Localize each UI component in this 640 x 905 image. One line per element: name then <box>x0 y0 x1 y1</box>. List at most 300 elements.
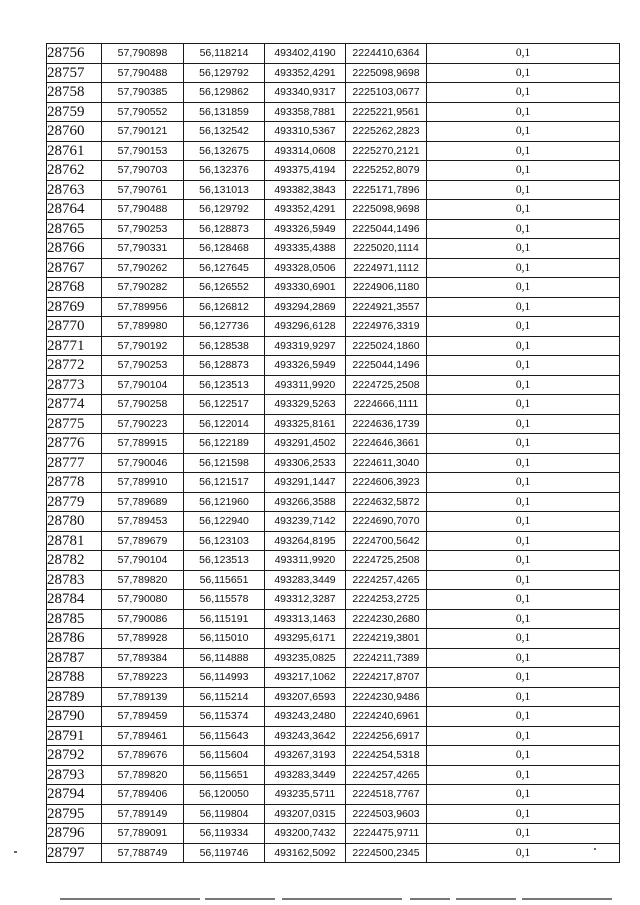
latitude-cell: 57,789956 <box>102 297 184 317</box>
x-coordinate-cell: 493243,2480 <box>265 707 346 727</box>
x-coordinate-cell: 493335,4388 <box>265 239 346 259</box>
point-number-cell: 28787 <box>47 648 102 668</box>
table-row <box>47 161 620 181</box>
x-coordinate-cell: 493217,1062 <box>265 668 346 688</box>
longitude-cell: 56,115191 <box>184 609 265 629</box>
latitude-cell: 57,789091 <box>102 824 184 844</box>
x-coordinate-cell: 493311,9920 <box>265 375 346 395</box>
latitude-cell: 57,790258 <box>102 395 184 415</box>
x-coordinate-cell: 493207,0315 <box>265 804 346 824</box>
y-coordinate-cell: 2225171,7896 <box>346 180 427 200</box>
latitude-cell: 57,789223 <box>102 668 184 688</box>
y-coordinate-cell: 2224219,3801 <box>346 629 427 649</box>
accuracy-cell: 0,1 <box>427 590 620 610</box>
point-number-cell: 28794 <box>47 785 102 805</box>
x-coordinate-cell: 493314,0608 <box>265 141 346 161</box>
x-coordinate-cell: 493330,6901 <box>265 278 346 298</box>
point-number-cell: 28792 <box>47 746 102 766</box>
latitude-cell: 57,789461 <box>102 726 184 746</box>
y-coordinate-cell: 2224606,3923 <box>346 473 427 493</box>
y-coordinate-cell: 2225262,2823 <box>346 122 427 142</box>
accuracy-cell: 0,1 <box>427 395 620 415</box>
point-number-cell: 28782 <box>47 551 102 571</box>
x-coordinate-cell: 493352,4291 <box>265 63 346 83</box>
latitude-cell: 57,789910 <box>102 473 184 493</box>
latitude-cell: 57,789820 <box>102 570 184 590</box>
longitude-cell: 56,114888 <box>184 648 265 668</box>
point-number-cell: 28773 <box>47 375 102 395</box>
latitude-cell: 57,790153 <box>102 141 184 161</box>
table-row <box>47 570 620 590</box>
x-coordinate-cell: 493310,5367 <box>265 122 346 142</box>
latitude-cell: 57,789980 <box>102 317 184 337</box>
y-coordinate-cell: 2224518,7767 <box>346 785 427 805</box>
table-row <box>47 531 620 551</box>
accuracy-cell: 0,1 <box>427 804 620 824</box>
latitude-cell: 57,790223 <box>102 414 184 434</box>
x-coordinate-cell: 493266,3588 <box>265 492 346 512</box>
table-row <box>47 492 620 512</box>
latitude-cell: 57,790898 <box>102 44 184 64</box>
latitude-cell: 57,790086 <box>102 609 184 629</box>
point-number-cell: 28772 <box>47 356 102 376</box>
latitude-cell: 57,790262 <box>102 258 184 278</box>
point-number-cell: 28796 <box>47 824 102 844</box>
table-row <box>47 297 620 317</box>
latitude-cell: 57,789149 <box>102 804 184 824</box>
latitude-cell: 57,790253 <box>102 219 184 239</box>
scan-edge-line <box>60 898 200 900</box>
table-row <box>47 278 620 298</box>
point-number-cell: 28795 <box>47 804 102 824</box>
accuracy-cell: 0,1 <box>427 843 620 863</box>
accuracy-cell: 0,1 <box>427 317 620 337</box>
accuracy-cell: 0,1 <box>427 414 620 434</box>
latitude-cell: 57,790488 <box>102 63 184 83</box>
point-number-cell: 28758 <box>47 83 102 103</box>
accuracy-cell: 0,1 <box>427 668 620 688</box>
point-number-cell: 28786 <box>47 629 102 649</box>
point-number-cell: 28776 <box>47 434 102 454</box>
table-row <box>47 63 620 83</box>
x-coordinate-cell: 493382,3843 <box>265 180 346 200</box>
longitude-cell: 56,121517 <box>184 473 265 493</box>
y-coordinate-cell: 2225024,1860 <box>346 336 427 356</box>
table-row <box>47 824 620 844</box>
y-coordinate-cell: 2224211,7389 <box>346 648 427 668</box>
table-row <box>47 629 620 649</box>
x-coordinate-cell: 493306,2533 <box>265 453 346 473</box>
scan-edge-line <box>456 898 516 900</box>
point-number-cell: 28768 <box>47 278 102 298</box>
longitude-cell: 56,122189 <box>184 434 265 454</box>
x-coordinate-cell: 493243,3642 <box>265 726 346 746</box>
point-number-cell: 28759 <box>47 102 102 122</box>
y-coordinate-cell: 2224257,4265 <box>346 765 427 785</box>
longitude-cell: 56,115651 <box>184 570 265 590</box>
accuracy-cell: 0,1 <box>427 258 620 278</box>
point-number-cell: 28778 <box>47 473 102 493</box>
y-coordinate-cell: 2225098,9698 <box>346 200 427 220</box>
y-coordinate-cell: 2224632,5872 <box>346 492 427 512</box>
longitude-cell: 56,127645 <box>184 258 265 278</box>
table-row <box>47 551 620 571</box>
accuracy-cell: 0,1 <box>427 278 620 298</box>
y-coordinate-cell: 2224611,3040 <box>346 453 427 473</box>
scan-edge-line <box>205 898 275 900</box>
longitude-cell: 56,127736 <box>184 317 265 337</box>
x-coordinate-cell: 493291,1447 <box>265 473 346 493</box>
y-coordinate-cell: 2224971,1112 <box>346 258 427 278</box>
latitude-cell: 57,790331 <box>102 239 184 259</box>
y-coordinate-cell: 2225044,1496 <box>346 356 427 376</box>
y-coordinate-cell: 2224666,1111 <box>346 395 427 415</box>
table-row <box>47 414 620 434</box>
longitude-cell: 56,123103 <box>184 531 265 551</box>
longitude-cell: 56,121960 <box>184 492 265 512</box>
y-coordinate-cell: 2224230,9486 <box>346 687 427 707</box>
accuracy-cell: 0,1 <box>427 336 620 356</box>
point-number-cell: 28760 <box>47 122 102 142</box>
table-row <box>47 648 620 668</box>
table-row <box>47 668 620 688</box>
latitude-cell: 57,790121 <box>102 122 184 142</box>
point-number-cell: 28783 <box>47 570 102 590</box>
x-coordinate-cell: 493328,0506 <box>265 258 346 278</box>
table-row <box>47 785 620 805</box>
accuracy-cell: 0,1 <box>427 512 620 532</box>
x-coordinate-cell: 493207,6593 <box>265 687 346 707</box>
longitude-cell: 56,115604 <box>184 746 265 766</box>
y-coordinate-cell: 2224700,5642 <box>346 531 427 551</box>
point-number-cell: 28779 <box>47 492 102 512</box>
accuracy-cell: 0,1 <box>427 687 620 707</box>
y-coordinate-cell: 2224240,6961 <box>346 707 427 727</box>
table-row <box>47 336 620 356</box>
y-coordinate-cell: 2224906,1180 <box>346 278 427 298</box>
y-coordinate-cell: 2224503,9603 <box>346 804 427 824</box>
longitude-cell: 56,128538 <box>184 336 265 356</box>
latitude-cell: 57,790282 <box>102 278 184 298</box>
latitude-cell: 57,789689 <box>102 492 184 512</box>
longitude-cell: 56,119746 <box>184 843 265 863</box>
accuracy-cell: 0,1 <box>427 141 620 161</box>
latitude-cell: 57,790488 <box>102 200 184 220</box>
latitude-cell: 57,790385 <box>102 83 184 103</box>
longitude-cell: 56,129862 <box>184 83 265 103</box>
latitude-cell: 57,790080 <box>102 590 184 610</box>
table-row <box>47 200 620 220</box>
table-row <box>47 453 620 473</box>
y-coordinate-cell: 2224646,3661 <box>346 434 427 454</box>
longitude-cell: 56,132542 <box>184 122 265 142</box>
longitude-cell: 56,129792 <box>184 63 265 83</box>
accuracy-cell: 0,1 <box>427 375 620 395</box>
longitude-cell: 56,115374 <box>184 707 265 727</box>
latitude-cell: 57,789820 <box>102 765 184 785</box>
y-coordinate-cell: 2224475,9711 <box>346 824 427 844</box>
point-number-cell: 28797 <box>47 843 102 863</box>
accuracy-cell: 0,1 <box>427 609 620 629</box>
longitude-cell: 56,128468 <box>184 239 265 259</box>
y-coordinate-cell: 2225252,8079 <box>346 161 427 181</box>
x-coordinate-cell: 493283,3449 <box>265 570 346 590</box>
y-coordinate-cell: 2224253,2725 <box>346 590 427 610</box>
table-row <box>47 746 620 766</box>
accuracy-cell: 0,1 <box>427 219 620 239</box>
y-coordinate-cell: 2224636,1739 <box>346 414 427 434</box>
accuracy-cell: 0,1 <box>427 648 620 668</box>
accuracy-cell: 0,1 <box>427 44 620 64</box>
table-row <box>47 180 620 200</box>
latitude-cell: 57,788749 <box>102 843 184 863</box>
longitude-cell: 56,128873 <box>184 219 265 239</box>
scan-speck <box>14 851 17 853</box>
point-number-cell: 28770 <box>47 317 102 337</box>
point-number-cell: 28756 <box>47 44 102 64</box>
table-row <box>47 395 620 415</box>
longitude-cell: 56,121598 <box>184 453 265 473</box>
latitude-cell: 57,789406 <box>102 785 184 805</box>
x-coordinate-cell: 493294,2869 <box>265 297 346 317</box>
x-coordinate-cell: 493329,5263 <box>265 395 346 415</box>
x-coordinate-cell: 493326,5949 <box>265 219 346 239</box>
longitude-cell: 56,115651 <box>184 765 265 785</box>
accuracy-cell: 0,1 <box>427 746 620 766</box>
table-row <box>47 707 620 727</box>
table-row <box>47 122 620 142</box>
point-number-cell: 28789 <box>47 687 102 707</box>
point-number-cell: 28767 <box>47 258 102 278</box>
accuracy-cell: 0,1 <box>427 785 620 805</box>
longitude-cell: 56,115643 <box>184 726 265 746</box>
latitude-cell: 57,789679 <box>102 531 184 551</box>
longitude-cell: 56,126552 <box>184 278 265 298</box>
x-coordinate-cell: 493295,6171 <box>265 629 346 649</box>
y-coordinate-cell: 2224257,4265 <box>346 570 427 590</box>
latitude-cell: 57,789915 <box>102 434 184 454</box>
x-coordinate-cell: 493235,5711 <box>265 785 346 805</box>
latitude-cell: 57,790046 <box>102 453 184 473</box>
x-coordinate-cell: 493311,9920 <box>265 551 346 571</box>
y-coordinate-cell: 2225103,0677 <box>346 83 427 103</box>
table-row <box>47 512 620 532</box>
table-row <box>47 609 620 629</box>
longitude-cell: 56,129792 <box>184 200 265 220</box>
table-row <box>47 44 620 64</box>
longitude-cell: 56,128873 <box>184 356 265 376</box>
table-row <box>47 83 620 103</box>
table-row <box>47 219 620 239</box>
longitude-cell: 56,131013 <box>184 180 265 200</box>
longitude-cell: 56,122940 <box>184 512 265 532</box>
point-number-cell: 28771 <box>47 336 102 356</box>
table-row <box>47 317 620 337</box>
x-coordinate-cell: 493162,5092 <box>265 843 346 863</box>
x-coordinate-cell: 493267,3193 <box>265 746 346 766</box>
x-coordinate-cell: 493319,9297 <box>265 336 346 356</box>
point-number-cell: 28765 <box>47 219 102 239</box>
accuracy-cell: 0,1 <box>427 453 620 473</box>
table-row <box>47 102 620 122</box>
y-coordinate-cell: 2224230,2680 <box>346 609 427 629</box>
scan-edge-line <box>282 898 402 900</box>
y-coordinate-cell: 2224410,6364 <box>346 44 427 64</box>
coordinates-table <box>46 43 620 863</box>
longitude-cell: 56,123513 <box>184 375 265 395</box>
latitude-cell: 57,790104 <box>102 375 184 395</box>
x-coordinate-cell: 493291,4502 <box>265 434 346 454</box>
x-coordinate-cell: 493325,8161 <box>265 414 346 434</box>
accuracy-cell: 0,1 <box>427 200 620 220</box>
longitude-cell: 56,114993 <box>184 668 265 688</box>
table-row <box>47 726 620 746</box>
table-row <box>47 258 620 278</box>
y-coordinate-cell: 2224921,3557 <box>346 297 427 317</box>
longitude-cell: 56,131859 <box>184 102 265 122</box>
point-number-cell: 28766 <box>47 239 102 259</box>
latitude-cell: 57,789384 <box>102 648 184 668</box>
x-coordinate-cell: 493283,3449 <box>265 765 346 785</box>
table-row <box>47 239 620 259</box>
longitude-cell: 56,120050 <box>184 785 265 805</box>
latitude-cell: 57,789676 <box>102 746 184 766</box>
y-coordinate-cell: 2224217,8707 <box>346 668 427 688</box>
y-coordinate-cell: 2224256,6917 <box>346 726 427 746</box>
accuracy-cell: 0,1 <box>427 726 620 746</box>
x-coordinate-cell: 493326,5949 <box>265 356 346 376</box>
longitude-cell: 56,115578 <box>184 590 265 610</box>
longitude-cell: 56,118214 <box>184 44 265 64</box>
longitude-cell: 56,122014 <box>184 414 265 434</box>
x-coordinate-cell: 493200,7432 <box>265 824 346 844</box>
table-row <box>47 687 620 707</box>
latitude-cell: 57,790104 <box>102 551 184 571</box>
x-coordinate-cell: 493296,6128 <box>265 317 346 337</box>
point-number-cell: 28791 <box>47 726 102 746</box>
longitude-cell: 56,115010 <box>184 629 265 649</box>
point-number-cell: 28764 <box>47 200 102 220</box>
accuracy-cell: 0,1 <box>427 297 620 317</box>
scan-edge-line <box>522 898 612 900</box>
accuracy-cell: 0,1 <box>427 765 620 785</box>
point-number-cell: 28788 <box>47 668 102 688</box>
point-number-cell: 28790 <box>47 707 102 727</box>
longitude-cell: 56,122517 <box>184 395 265 415</box>
point-number-cell: 28761 <box>47 141 102 161</box>
accuracy-cell: 0,1 <box>427 434 620 454</box>
accuracy-cell: 0,1 <box>427 180 620 200</box>
accuracy-cell: 0,1 <box>427 63 620 83</box>
latitude-cell: 57,789139 <box>102 687 184 707</box>
longitude-cell: 56,123513 <box>184 551 265 571</box>
table-row <box>47 804 620 824</box>
y-coordinate-cell: 2225098,9698 <box>346 63 427 83</box>
x-coordinate-cell: 493402,4190 <box>265 44 346 64</box>
point-number-cell: 28762 <box>47 161 102 181</box>
table-row <box>47 590 620 610</box>
point-number-cell: 28774 <box>47 395 102 415</box>
accuracy-cell: 0,1 <box>427 570 620 590</box>
point-number-cell: 28781 <box>47 531 102 551</box>
latitude-cell: 57,789459 <box>102 707 184 727</box>
table-row <box>47 473 620 493</box>
x-coordinate-cell: 493313,1463 <box>265 609 346 629</box>
accuracy-cell: 0,1 <box>427 629 620 649</box>
table-row <box>47 843 620 863</box>
accuracy-cell: 0,1 <box>427 551 620 571</box>
longitude-cell: 56,126812 <box>184 297 265 317</box>
longitude-cell: 56,119334 <box>184 824 265 844</box>
point-number-cell: 28777 <box>47 453 102 473</box>
y-coordinate-cell: 2225221,9561 <box>346 102 427 122</box>
longitude-cell: 56,115214 <box>184 687 265 707</box>
table-row <box>47 375 620 395</box>
scan-edge-line <box>410 898 450 900</box>
point-number-cell: 28780 <box>47 512 102 532</box>
accuracy-cell: 0,1 <box>427 102 620 122</box>
coordinates-table-body <box>47 44 620 863</box>
y-coordinate-cell: 2224500,2345 <box>346 843 427 863</box>
latitude-cell: 57,790761 <box>102 180 184 200</box>
latitude-cell: 57,790703 <box>102 161 184 181</box>
x-coordinate-cell: 493358,7881 <box>265 102 346 122</box>
y-coordinate-cell: 2224725,2508 <box>346 551 427 571</box>
longitude-cell: 56,132675 <box>184 141 265 161</box>
x-coordinate-cell: 493340,9317 <box>265 83 346 103</box>
latitude-cell: 57,790253 <box>102 356 184 376</box>
point-number-cell: 28785 <box>47 609 102 629</box>
scan-speck <box>594 848 596 850</box>
accuracy-cell: 0,1 <box>427 356 620 376</box>
accuracy-cell: 0,1 <box>427 83 620 103</box>
x-coordinate-cell: 493312,3287 <box>265 590 346 610</box>
y-coordinate-cell: 2225044,1496 <box>346 219 427 239</box>
longitude-cell: 56,119804 <box>184 804 265 824</box>
accuracy-cell: 0,1 <box>427 122 620 142</box>
accuracy-cell: 0,1 <box>427 707 620 727</box>
y-coordinate-cell: 2225270,2121 <box>346 141 427 161</box>
latitude-cell: 57,790552 <box>102 102 184 122</box>
table-row <box>47 356 620 376</box>
point-number-cell: 28769 <box>47 297 102 317</box>
accuracy-cell: 0,1 <box>427 492 620 512</box>
accuracy-cell: 0,1 <box>427 239 620 259</box>
accuracy-cell: 0,1 <box>427 161 620 181</box>
point-number-cell: 28793 <box>47 765 102 785</box>
y-coordinate-cell: 2224690,7070 <box>346 512 427 532</box>
accuracy-cell: 0,1 <box>427 824 620 844</box>
point-number-cell: 28784 <box>47 590 102 610</box>
x-coordinate-cell: 493375,4194 <box>265 161 346 181</box>
latitude-cell: 57,789453 <box>102 512 184 532</box>
point-number-cell: 28775 <box>47 414 102 434</box>
y-coordinate-cell: 2224254,5318 <box>346 746 427 766</box>
y-coordinate-cell: 2225020,1114 <box>346 239 427 259</box>
latitude-cell: 57,789928 <box>102 629 184 649</box>
point-number-cell: 28757 <box>47 63 102 83</box>
x-coordinate-cell: 493352,4291 <box>265 200 346 220</box>
longitude-cell: 56,132376 <box>184 161 265 181</box>
table-row <box>47 434 620 454</box>
table-row <box>47 141 620 161</box>
table-row <box>47 765 620 785</box>
x-coordinate-cell: 493235,0825 <box>265 648 346 668</box>
latitude-cell: 57,790192 <box>102 336 184 356</box>
accuracy-cell: 0,1 <box>427 531 620 551</box>
y-coordinate-cell: 2224725,2508 <box>346 375 427 395</box>
y-coordinate-cell: 2224976,3319 <box>346 317 427 337</box>
